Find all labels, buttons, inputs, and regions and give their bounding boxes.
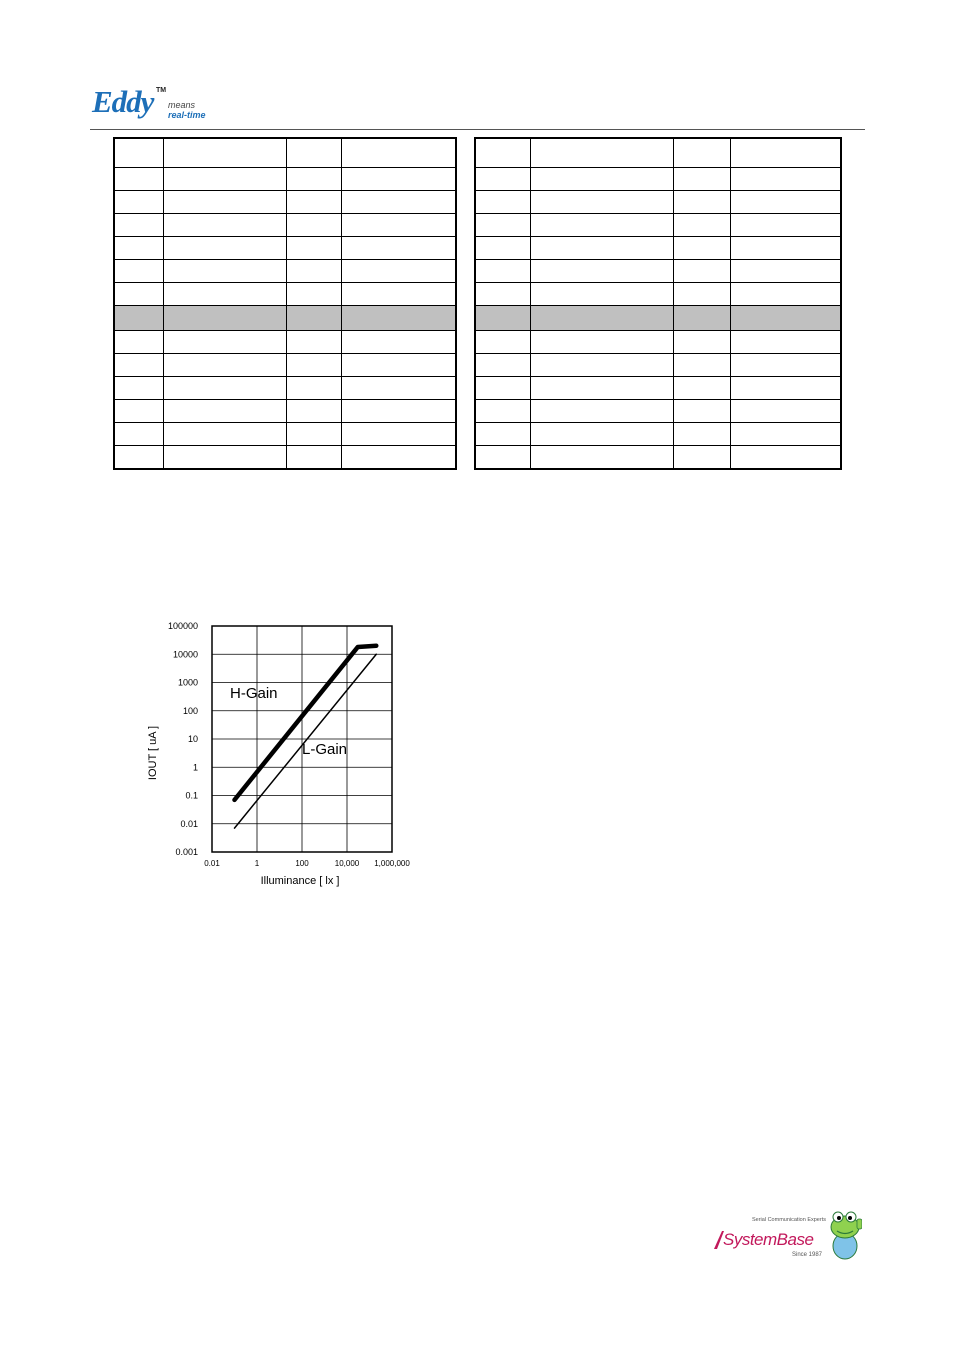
- left-table-cell: [114, 168, 163, 191]
- left-table-cell: [341, 331, 456, 354]
- left-table-cell: [163, 400, 286, 423]
- right-table-cell: [475, 423, 530, 446]
- left-table-cell: [341, 423, 456, 446]
- left-table-cell: [341, 138, 456, 168]
- left-table-row: [114, 377, 456, 400]
- right-table-cell: [530, 423, 673, 446]
- left-table-cell: [341, 191, 456, 214]
- logo-word: Eddy: [92, 84, 154, 119]
- y-tick-label: 0.1: [185, 790, 198, 801]
- left-table-cell: [286, 354, 341, 377]
- left-table-cell: [163, 138, 286, 168]
- left-table-cell: [286, 138, 341, 168]
- left-table-cell: [286, 400, 341, 423]
- pin-table-left: [113, 137, 457, 470]
- right-table-cell: [530, 354, 673, 377]
- x-tick-label: 1: [254, 859, 260, 868]
- right-table-cell: [673, 306, 730, 331]
- right-table-cell: [673, 283, 730, 306]
- right-table-row: [475, 423, 841, 446]
- y-tick-label: 0.001: [175, 847, 198, 857]
- left-table-row: [114, 354, 456, 377]
- left-table-cell: [114, 354, 163, 377]
- left-table-cell: [163, 214, 286, 237]
- logo-realtime: real-time: [168, 110, 206, 120]
- y-axis-label: IOUT [ uA ]: [147, 725, 159, 781]
- left-table-cell: [286, 306, 341, 331]
- left-table-cell: [163, 306, 286, 331]
- right-table-cell: [673, 400, 730, 423]
- right-table-cell: [475, 446, 530, 470]
- left-table-row: [114, 400, 456, 423]
- right-table-cell: [730, 191, 841, 214]
- right-table-cell: [730, 168, 841, 191]
- right-table-row: [475, 306, 841, 331]
- right-table-cell: [730, 331, 841, 354]
- left-table-cell: [114, 260, 163, 283]
- left-table-cell: [341, 214, 456, 237]
- left-table-cell: [114, 423, 163, 446]
- right-table-cell: [475, 283, 530, 306]
- right-table-cell: [673, 191, 730, 214]
- right-table-cell: [673, 331, 730, 354]
- frog-mascot-icon: [831, 1212, 862, 1259]
- right-table-cell: [730, 306, 841, 331]
- right-table-cell: [475, 138, 530, 168]
- right-table-cell: [730, 377, 841, 400]
- left-table-cell: [114, 446, 163, 470]
- left-table-cell: [114, 138, 163, 168]
- right-table-cell: [530, 446, 673, 470]
- right-table-cell: [730, 423, 841, 446]
- right-table-row: [475, 214, 841, 237]
- right-table-cell: [530, 283, 673, 306]
- right-table-row: [475, 191, 841, 214]
- right-table-row: [475, 168, 841, 191]
- right-table-row: [475, 260, 841, 283]
- right-table-row: [475, 237, 841, 260]
- right-table-cell: [730, 400, 841, 423]
- y-tick-label: 0.01: [180, 818, 198, 829]
- left-table-cell: [286, 446, 341, 470]
- left-table-cell: [163, 237, 286, 260]
- left-table-cell: [341, 168, 456, 191]
- left-table-row: [114, 306, 456, 331]
- left-table-cell: [114, 306, 163, 331]
- right-table-cell: [475, 354, 530, 377]
- right-table-cell: [730, 354, 841, 377]
- left-table-cell: [163, 191, 286, 214]
- right-table-cell: [530, 306, 673, 331]
- right-table-cell: [530, 260, 673, 283]
- iout-illuminance-chart: [140, 612, 420, 897]
- left-table-cell: [114, 214, 163, 237]
- right-table-cell: [475, 306, 530, 331]
- systembase-logo: [712, 1205, 862, 1261]
- right-table-cell: [475, 377, 530, 400]
- eddy-logo: [92, 84, 222, 126]
- logo-means: means: [168, 100, 196, 110]
- left-table-cell: [286, 331, 341, 354]
- left-table-cell: [286, 377, 341, 400]
- left-table-cell: [114, 400, 163, 423]
- left-table-cell: [286, 214, 341, 237]
- logo-tagline: Serial Communication Experts: [752, 1217, 826, 1223]
- left-table-cell: [163, 168, 286, 191]
- x-tick-label: 100: [295, 859, 309, 868]
- right-table-row: [475, 400, 841, 423]
- left-table-row: [114, 168, 456, 191]
- y-tick-label: 100: [182, 705, 198, 716]
- left-table-cell: [341, 283, 456, 306]
- left-table-cell: [341, 354, 456, 377]
- left-table-row: [114, 138, 456, 168]
- left-table-cell: [286, 237, 341, 260]
- right-table-cell: [673, 260, 730, 283]
- left-table-row: [114, 237, 456, 260]
- left-table-cell: [163, 354, 286, 377]
- right-table-cell: [673, 377, 730, 400]
- left-table-cell: [286, 260, 341, 283]
- x-axis-label: Illuminance [ lx ]: [260, 875, 340, 887]
- right-table-cell: [673, 237, 730, 260]
- left-table-cell: [163, 423, 286, 446]
- header-rule: [90, 129, 865, 130]
- left-table-row: [114, 191, 456, 214]
- right-table-cell: [530, 237, 673, 260]
- x-tick-label: 10,000: [334, 859, 360, 868]
- left-table-cell: [163, 260, 286, 283]
- right-table-cell: [475, 260, 530, 283]
- left-table-cell: [341, 446, 456, 470]
- right-table-cell: [475, 191, 530, 214]
- right-table-cell: [475, 168, 530, 191]
- left-table-cell: [286, 283, 341, 306]
- left-table-cell: [341, 306, 456, 331]
- x-tick-label: 0.01: [204, 859, 220, 868]
- logo-brand: SystemBase: [723, 1230, 814, 1249]
- left-table-cell: [341, 377, 456, 400]
- left-table-cell: [114, 331, 163, 354]
- right-table-cell: [530, 331, 673, 354]
- series-label-l-gain: L-Gain: [302, 741, 348, 758]
- left-table-cell: [163, 331, 286, 354]
- left-table-cell: [286, 191, 341, 214]
- right-table-cell: [730, 446, 841, 470]
- x-tick-label: 1,000,000: [374, 859, 410, 868]
- right-table-cell: [730, 283, 841, 306]
- right-table-cell: [730, 214, 841, 237]
- left-table-cell: [114, 237, 163, 260]
- y-tick-label: 100000: [167, 621, 198, 631]
- left-table-cell: [114, 191, 163, 214]
- right-table-row: [475, 354, 841, 377]
- left-table-row: [114, 283, 456, 306]
- left-table-cell: [114, 377, 163, 400]
- left-table-cell: [286, 168, 341, 191]
- right-table-cell: [673, 354, 730, 377]
- right-table-cell: [730, 260, 841, 283]
- left-table-cell: [163, 446, 286, 470]
- left-table-row: [114, 423, 456, 446]
- left-table-cell: [163, 377, 286, 400]
- logo-tm: TM: [156, 87, 167, 94]
- right-table-cell: [530, 377, 673, 400]
- y-tick-label: 1000: [177, 677, 198, 688]
- left-table-row: [114, 331, 456, 354]
- left-table-row: [114, 214, 456, 237]
- series-line-h-gain: [235, 646, 377, 800]
- right-table-cell: [673, 214, 730, 237]
- right-table-cell: [475, 331, 530, 354]
- right-table-row: [475, 446, 841, 470]
- right-table-cell: [475, 214, 530, 237]
- right-table-cell: [530, 400, 673, 423]
- logo-since: Since 1987: [792, 1252, 823, 1258]
- left-table-cell: [341, 237, 456, 260]
- right-table-cell: [673, 168, 730, 191]
- right-table-cell: [673, 423, 730, 446]
- left-table-row: [114, 446, 456, 470]
- left-table-cell: [341, 400, 456, 423]
- right-table-row: [475, 377, 841, 400]
- right-table-cell: [530, 138, 673, 168]
- pin-table-right: [474, 137, 842, 470]
- y-tick-label: 1: [192, 762, 198, 773]
- right-table-cell: [530, 168, 673, 191]
- right-table-row: [475, 283, 841, 306]
- right-table-row: [475, 138, 841, 168]
- series-label-h-gain: H-Gain: [230, 685, 278, 702]
- left-table-cell: [286, 423, 341, 446]
- right-table-cell: [730, 237, 841, 260]
- left-table-cell: [341, 260, 456, 283]
- right-table-cell: [530, 191, 673, 214]
- y-tick-label: 10: [187, 734, 198, 744]
- right-table-row: [475, 331, 841, 354]
- right-table-cell: [730, 138, 841, 168]
- right-table-cell: [673, 446, 730, 470]
- right-table-cell: [530, 214, 673, 237]
- right-table-cell: [475, 237, 530, 260]
- right-table-cell: [475, 400, 530, 423]
- left-table-cell: [163, 283, 286, 306]
- y-tick-label: 10000: [172, 649, 198, 660]
- left-table-row: [114, 260, 456, 283]
- chart-svg: [140, 612, 420, 897]
- left-table-cell: [114, 283, 163, 306]
- right-table-cell: [673, 138, 730, 168]
